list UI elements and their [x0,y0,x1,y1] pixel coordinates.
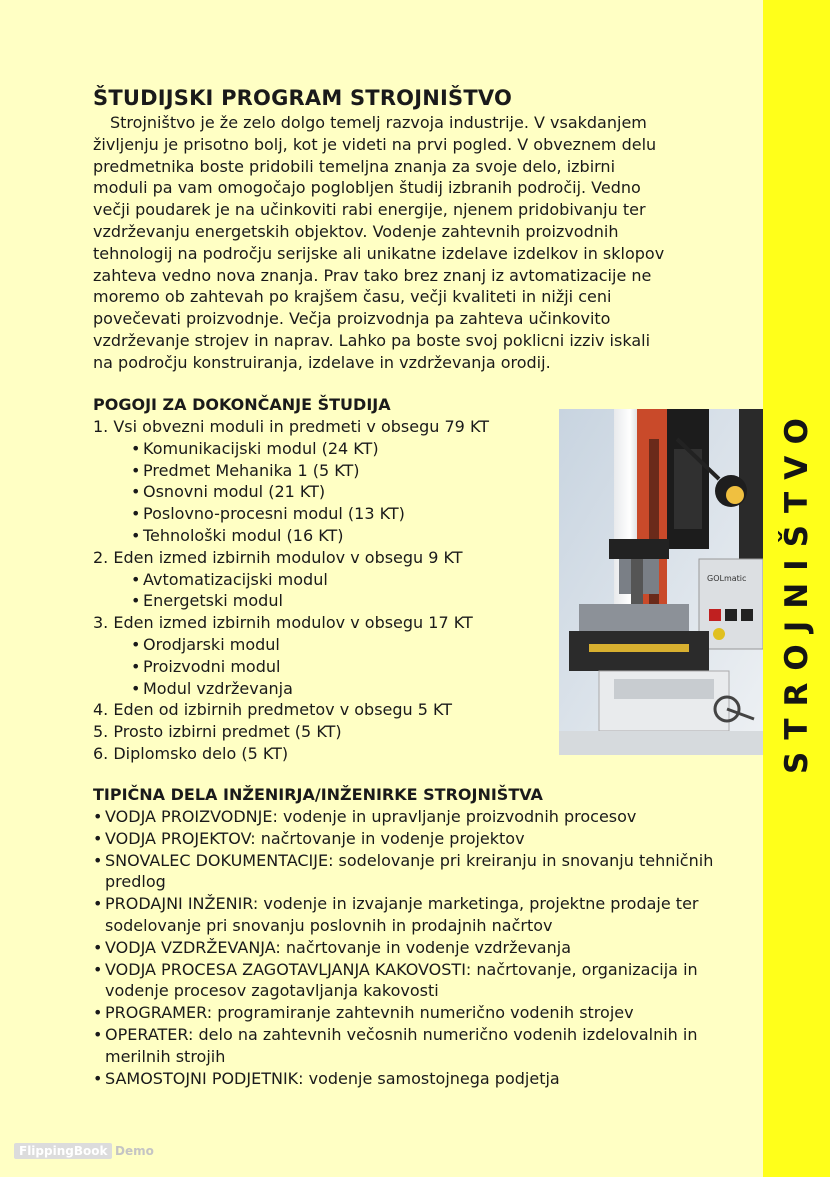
job-item-text: SAMOSTOJNI PODJETNIK: vodenje samostojnega podjetja [105,1068,560,1088]
bullet-icon: • [93,828,103,848]
intro-line: življenju je prisotno bolj, kot je videti na prvi pogled. V obveznem delu [93,134,657,154]
job-item [93,806,763,828]
bullet-icon: • [131,569,141,589]
intro-line: moremo ob zahtevah po krajšem času, večji kvaliteti in nižji ceni [93,287,612,307]
condition-item: 1. Vsi obvezni moduli in predmeti v obsegu 79 KT [93,417,489,436]
page-title: ŠTUDIJSKI PROGRAM STROJNIŠTVO [93,86,513,110]
bullet-icon: • [131,525,141,545]
condition-subitem-text: Osnovni modul (21 KT) [143,482,326,502]
job-item [93,1068,763,1090]
job-item-text: OPERATER: delo na zahtevnih večosnih numerično vodenih izdelovalnih in merilnih strojih [105,1024,698,1066]
job-item [93,828,763,850]
bullet-icon: • [93,959,103,979]
bullet-icon: • [131,656,141,676]
condition-subitem-text: Komunikacijski modul (24 KT) [143,438,379,458]
condition-item: 5. Prosto izbirni predmet (5 KT) [93,722,342,742]
bullet-icon: • [131,504,141,524]
condition-subitem-text: Modul vzdrževanja [143,678,293,698]
intro-line: večji poudarek je na učinkoviti rabi energije, njenem pridobivanju ter [93,200,646,220]
intro-line: vzdrževanju energetskih objektov. Vodenje zahtevnih proizvodnih [93,221,619,241]
job-item-text: PRODAJNI INŽENIR: vodenje in izvajanje marketinga, projektne prodaje ter sodelovanje pri snovanju poslovnih in prodajnih načrtov [105,894,699,935]
condition-subitem-text: Poslovno-procesni modul (13 KT) [143,504,405,524]
intro-paragraph [93,112,753,374]
bullet-icon: • [131,678,141,698]
condition-subitem-text: Tehnološki modul (16 KT) [143,525,344,545]
intro-line: vzdrževanje strojev in naprav. Lahko pa boste svoj poklicni izziv iskali [93,330,651,350]
bullet-icon: • [93,937,103,957]
intro-line: Strojništvo je že zelo dolgo temelj razvoja industrije. V vsakdanjem [110,113,647,132]
job-item [93,937,763,959]
job-item [93,893,763,937]
bullet-icon: • [93,1003,103,1023]
bullet-icon: • [131,482,141,502]
job-item [93,1024,763,1068]
milling-machine-photo [559,409,763,755]
bullet-icon: • [93,807,103,826]
bullet-icon: • [93,1068,103,1088]
job-item-text: VODJA PROIZVODNJE: vodenje in upravljanje proizvodnih procesov [105,807,637,826]
condition-subitem-text: Proizvodni modul [143,656,281,676]
intro-line: povečevati proizvodnje. Večja proizvodnja pa zahteva učinkovito [93,309,611,329]
bullet-icon: • [93,850,103,870]
condition-subitem-text: Predmet Mehanika 1 (5 KT) [143,460,360,480]
bullet-icon: • [131,591,141,611]
flippingbook-logo: FlippingBook [14,1143,112,1159]
bullet-icon: • [131,460,141,480]
demo-label: Demo [115,1144,154,1158]
jobs-heading: TIPIČNA DELA INŽENIRJA/INŽENIRKE STROJNIŠTVA [93,785,543,804]
bullet-icon: • [93,894,103,914]
job-item [93,1002,763,1024]
job-item-text: VODJA PROCESA ZAGOTAVLJANJA KAKOVOSTI: načrtovanje, organizacija in vodenje procesov zagotavljanja kakovosti [105,959,698,1001]
bullet-icon: • [131,438,141,458]
vertical-title: STROJNIŠTVO [779,406,815,774]
condition-item: 3. Eden izmed izbirnih modulov v obsegu 17 KT [93,613,473,633]
intro-line: tehnologij na področju serijske ali unikatne izdelave izdelkov in sklopov [93,243,665,263]
job-item [93,959,763,1003]
job-item [93,850,763,894]
intro-line: zahteva vedno nova znanja. Prav tako brez znanj iz avtomatizacije ne [93,265,652,285]
bullet-icon: • [131,634,141,654]
condition-subitem-text: Energetski modul [143,591,283,611]
condition-subitem-text: Orodjarski modul [143,634,280,654]
job-item-text: PROGRAMER: programiranje zahtevnih numerično vodenih strojev [105,1003,634,1023]
jobs-list [93,806,763,1089]
job-item-text: VODJA VZDRŽEVANJA: načrtovanje in vodenje vzdrževanja [105,937,571,957]
job-item-text: VODJA PROJEKTOV: načrtovanje in vodenje projektov [105,828,525,848]
jobs-section [93,784,763,1089]
job-item-text: SNOVALEC DOKUMENTACIJE: sodelovanje pri kreiranju in snovanju tehničnih predlog [105,850,714,892]
condition-subitem-text: Avtomatizacijski modul [143,569,328,589]
intro-line: na področju konstruiranja, izdelave in vzdrževanja orodij. [93,352,551,372]
intro-line: moduli pa vam omogočajo poglobljen študij izbranih področij. Vedno [93,178,641,198]
condition-item: 4. Eden od izbirnih predmetov v obsegu 5 KT [93,700,453,720]
condition-item: 2. Eden izmed izbirnih modulov v obsegu 9 KT [93,547,463,567]
conditions-heading: POGOJI ZA DOKONČANJE ŠTUDIJA [93,395,391,414]
intro-line: predmetnika boste pridobili temeljna znanja za svoje delo, izbirni [93,156,616,176]
condition-item: 6. Diplomsko delo (5 KT) [93,743,289,763]
machine-label: GOLmatic [707,574,747,583]
bullet-icon: • [93,1024,103,1044]
